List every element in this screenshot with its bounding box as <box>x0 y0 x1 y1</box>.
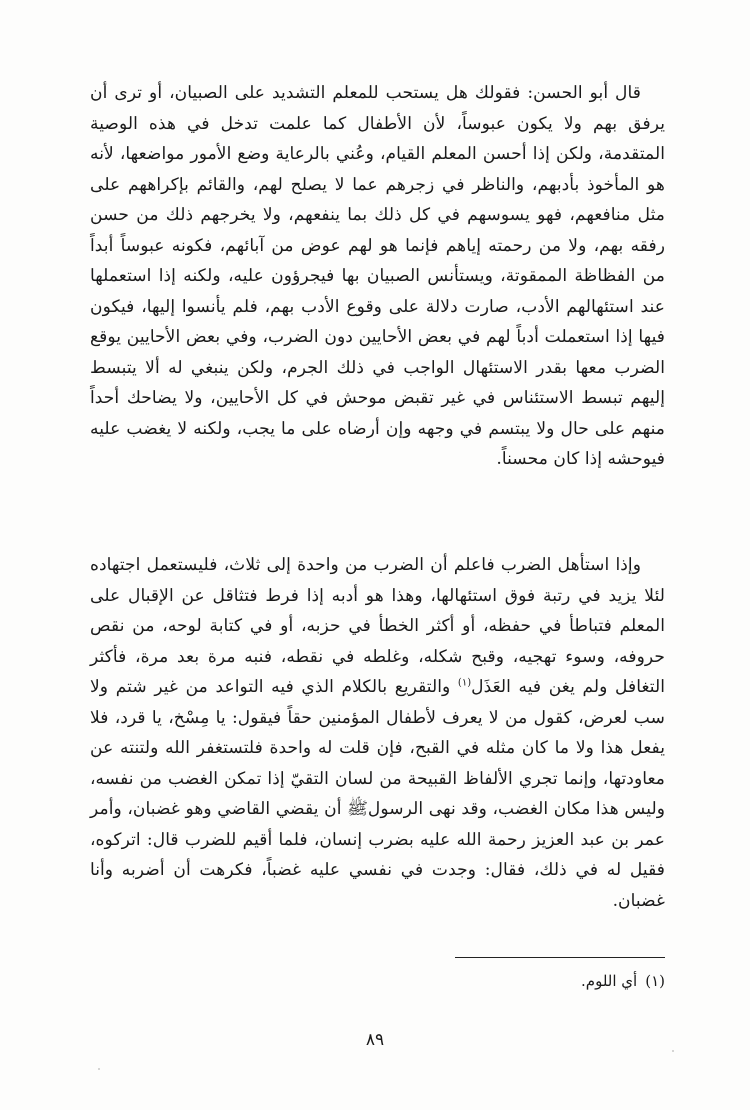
paper-speck <box>672 1050 674 1052</box>
footnote-reference[interactable]: (١) <box>457 677 472 689</box>
footnote-text: أي اللوم. <box>581 972 638 990</box>
body-paragraph-2 <box>90 550 665 916</box>
page-number: ٨٩ <box>365 1030 385 1050</box>
paragraph-text <box>90 550 665 916</box>
footnote <box>450 970 665 992</box>
paragraph-text: قال أبو الحسن: فقولك هل يستحب للمعلم التشديد على الصبيان، أو ترى أن يرفق بهم ولا يكون عبوساً، لأن الأطفال كما علمت تدخل في هذه الوصية المتقدمة، ولكن إذا أحسن المعلم القيام، وعُني بالرعاية وضع الأمور مواضعها، لأنه هو المأخوذ بأدبهم، والناظر في زجرهم عما لا يصلح لهم، والقائم بإكراههم على مثل منافعهم، فهو يسوسهم في كل ذلك بما ينفعهم، ولا يخرجهم ذلك من حسن رفقه بهم، ولا من رحمته إياهم فإنما هو لهم عوض من آبائهم، فكونه عبوساً أبداً من الفظاظة الممقوتة، ويستأنس الصبيان بها فيجرؤون عليه، ولكنه إذا استعملها عند استئهالهم الأدب، صارت دلالة على وقوع الأدب بهم، فلم يأنسوا إليها، فيكون فيها إذا استعملت أدباً لهم في بعض الأحايين دون الضرب، وفي بعض الأحايين يوقع الضرب معها بقدر الاستئهال الواجب في ذلك الجرم، ولكن ينبغي له ألا يتبسط إليهم تبسط الاستئناس في غير تقبض موحش في كل الأحايين، ولا يضاحك أحداً منهم على حال ولا يبتسم في وجهه وإن أرضاه على ما يجب، ولكنه لا يغضب عليه فيوحشه إذا كان محسناً. <box>90 83 665 469</box>
footnote-marker: (١) <box>645 972 665 990</box>
footnote-separator <box>455 957 665 958</box>
paper-speck <box>98 1068 100 1070</box>
paragraph-text-part-1: وإذا استأهل الضرب فاعلم أن الضرب من واحدة إلى ثلاث، فليستعمل اجتهاده لئلا يزيد في رتبة فوق استئهالها، وهذا هو أدبه إذا فرط فتثاقل عن الإقبال على المعلم فتباطأ في حفظه، أو أكثر الخطأ في حزبه، أو في كتابة لوحه، من نقص حروفه، وسوء تهجيه، وقبح شكله، وغلطه في نقطه، فنبه مرة بعد مرة، فأكثر التغافل ولم يغن فيه العَذَل <box>90 555 665 697</box>
paragraph-text-part-2: والتقريع بالكلام الذي فيه التواعد من غير شتم ولا سب لعرض، كقول من لا يعرف لأطفال المؤمنين حقاً فيقول: يا مِسْخ، يا قرد، فلا يفعل هذا ولا ما كان مثله في القبح، فإن قلت له واحدة فلتستغفر الله ولتنته عن معاودتها، وإنما تجري الألفاظ القبيحة من لسان التقيّ إذا تمكن الغضب من نفسه، وليس هذا مكان الغضب، وقد نهى الرسولﷺ أن يقضي القاضي وهو غضبان، وأمر عمر بن عبد العزيز رحمة الله عليه بضرب إنسان، فلما أقيم للضرب قال: اتركوه، فقيل له في ذلك، فقال: وجدت في نفسي عليه غضباً، فكرهت أن أضربه وأنا غضبان. <box>90 677 665 911</box>
body-paragraph-1 <box>90 78 665 475</box>
